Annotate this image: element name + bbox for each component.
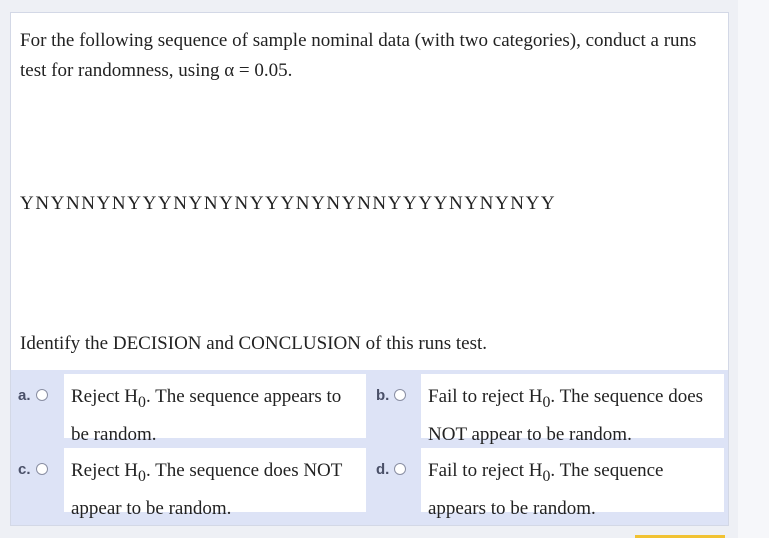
subscript: 0 — [138, 393, 146, 411]
option-text: Fail to reject H — [428, 386, 543, 407]
radio-option-a[interactable] — [36, 389, 48, 401]
option-c[interactable] — [11, 448, 371, 519]
option-text: . The sequence does NOT appear to be random. — [71, 460, 343, 519]
option-text-box — [64, 448, 366, 519]
question-panel — [11, 13, 728, 370]
option-b[interactable] — [371, 374, 728, 445]
question-text: For the following sequence of sample nominal data (with two categories), conduct a runs test for randomness, using α = 0.05. — [20, 30, 697, 81]
option-letter: d. — [376, 461, 390, 478]
question-card — [10, 12, 729, 526]
option-d[interactable] — [371, 448, 728, 519]
option-text: Fail to reject H — [428, 460, 543, 481]
radio-option-d[interactable] — [394, 463, 406, 475]
option-text-box — [64, 374, 366, 445]
radio-option-b[interactable] — [394, 389, 406, 401]
option-text-box — [421, 374, 724, 445]
option-text: Reject H — [71, 386, 139, 407]
data-sequence: YNYNNYNYYYNYNYNYYYNYNYNNYYYYNYNYNYY — [20, 193, 557, 214]
option-text: . The sequence appears to be random. — [428, 460, 664, 519]
question-prompt: Identify the DECISION and CONCLUSION of this runs test. — [20, 333, 488, 354]
option-a[interactable] — [11, 374, 371, 445]
option-letter: b. — [376, 387, 390, 404]
option-text-box — [421, 448, 724, 519]
subscript: 0 — [542, 393, 551, 411]
option-text: . The sequence does NOT appear to be random. — [428, 386, 704, 445]
subscript: 0 — [542, 467, 551, 485]
radio-option-c[interactable] — [36, 463, 48, 475]
scrollbar-track[interactable] — [738, 0, 769, 538]
option-letter: c. — [18, 461, 31, 478]
option-letter: a. — [18, 387, 31, 404]
option-text: Reject H — [71, 460, 139, 481]
subscript: 0 — [138, 467, 146, 485]
option-text: . The sequence appears to be random. — [71, 386, 342, 445]
